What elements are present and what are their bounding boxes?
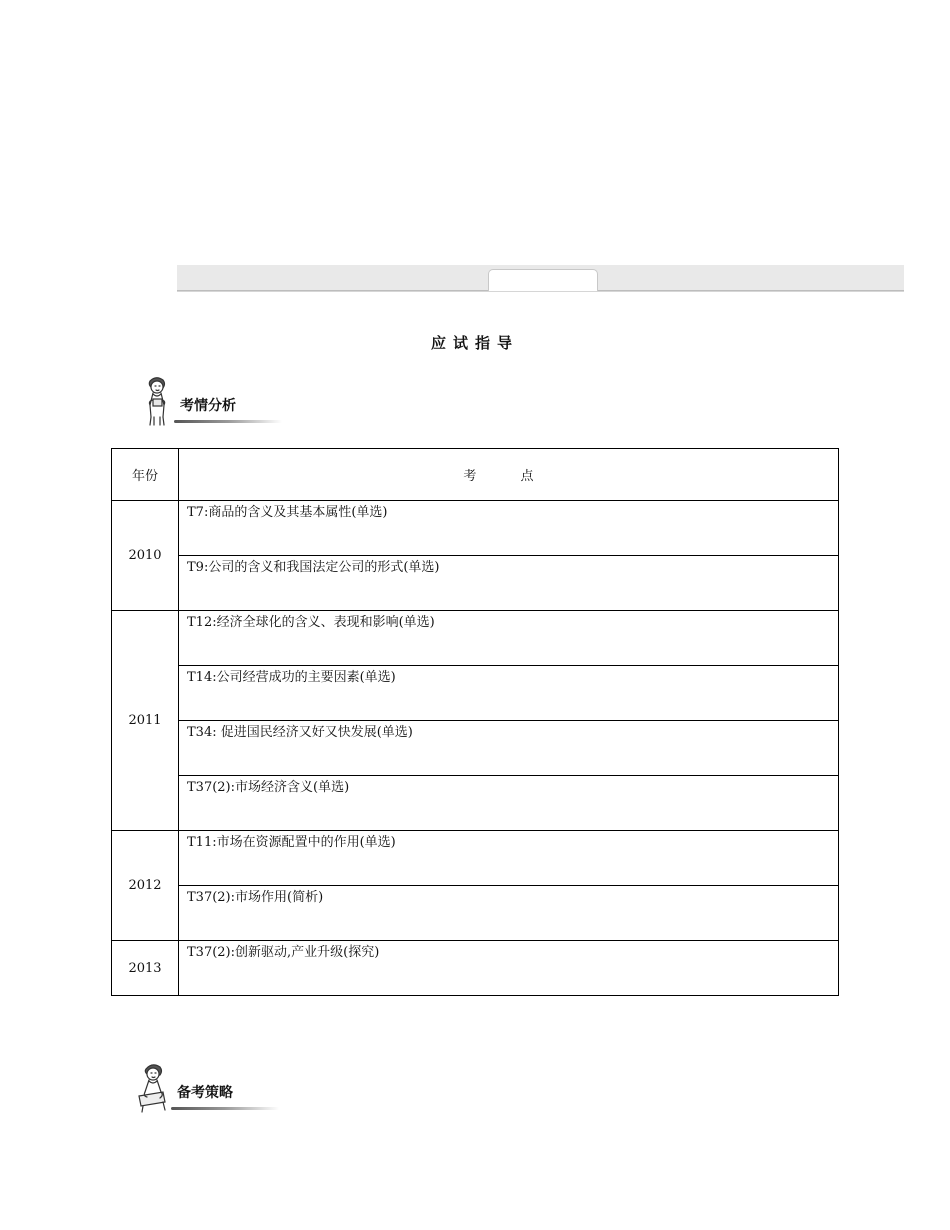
year-cell: 2011	[112, 611, 179, 831]
header-point: 考 点	[179, 449, 839, 501]
exam-points-table	[111, 448, 839, 996]
table-row	[112, 501, 839, 556]
page-title: 应试指导	[430, 334, 519, 352]
writing-person-icon	[133, 1062, 173, 1114]
point-cell: T12:经济全球化的含义、表现和影响(单选)	[179, 611, 839, 666]
table-row	[112, 941, 839, 996]
table-row	[112, 721, 839, 776]
section-title-analysis: 考情分析	[180, 398, 236, 414]
table-row	[112, 831, 839, 886]
year-cell: 2010	[112, 501, 179, 611]
point-cell: T34: 促进国民经济又好又快发展(单选)	[179, 721, 839, 776]
section-underline	[171, 1107, 279, 1110]
year-cell: 2013	[112, 941, 179, 996]
point-cell: T37(2):市场经济含义(单选)	[179, 776, 839, 831]
table-row	[112, 666, 839, 721]
header-year: 年份	[112, 449, 179, 501]
section-analysis-heading	[136, 375, 236, 427]
table-row	[112, 556, 839, 611]
table-header-row	[112, 449, 839, 501]
reading-person-icon	[136, 375, 176, 427]
table-row	[112, 886, 839, 941]
table-row	[112, 776, 839, 831]
point-cell: T37(2):市场作用(简析)	[179, 886, 839, 941]
point-cell: T11:市场在资源配置中的作用(单选)	[179, 831, 839, 886]
year-cell: 2012	[112, 831, 179, 941]
section-underline	[174, 420, 282, 423]
section-strategy-heading	[133, 1062, 233, 1114]
point-cell: T37(2):创新驱动,产业升级(探究)	[179, 941, 839, 996]
section-title-strategy: 备考策略	[177, 1085, 233, 1101]
point-cell: T7:商品的含义及其基本属性(单选)	[179, 501, 839, 556]
table-row	[112, 611, 839, 666]
header-tab[interactable]	[488, 269, 598, 291]
point-cell: T14:公司经营成功的主要因素(单选)	[179, 666, 839, 721]
point-cell: T9:公司的含义和我国法定公司的形式(单选)	[179, 556, 839, 611]
tab-bar-divider	[177, 291, 904, 292]
